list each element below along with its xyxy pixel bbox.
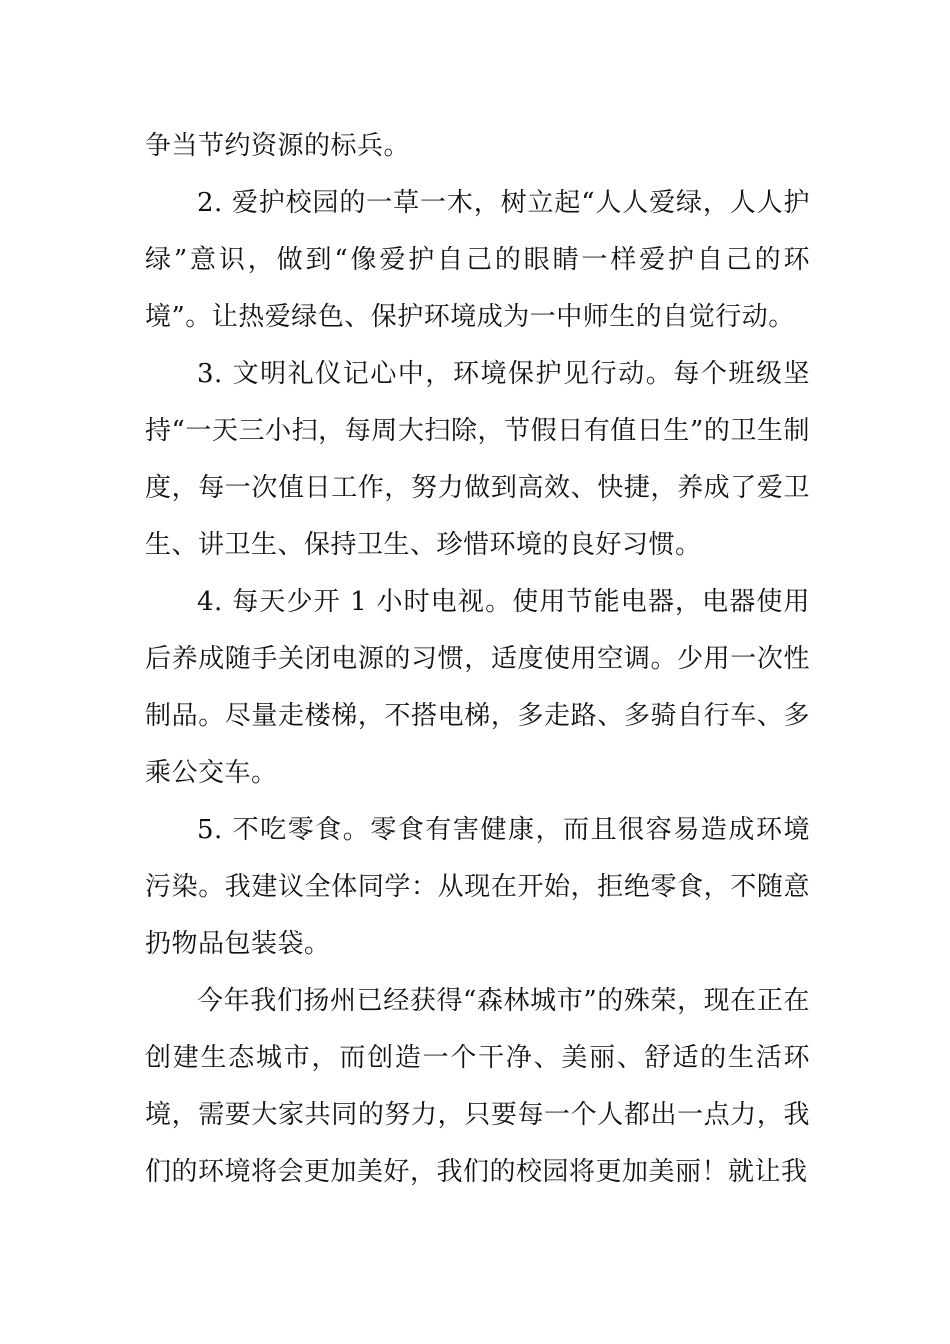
paragraph-item-4: 4. 每天少开 1 小时电视。使用节能电器，电器使用后养成随手关闭电源的习惯，适度使用空调。少用一次性制品。尽量走楼梯，不搭电梯，多走路、多骑自行车、多乘公交车。	[145, 587, 810, 788]
paragraph-item-2: 2. 爱护校园的一草一木，树立起“人人爱绿，人人护绿”意识，做到“像爱护自己的眼睛一样爱护自己的环境”。让热爱绿色、保护环境成为一中师生的自觉行动。	[145, 188, 810, 332]
paragraph-closing: 今年我们扬州已经获得“森林城市”的殊荣，现在正在创建生态城市，而创造一个干净、美丽、舒适的生活环境，需要大家共同的努力，只要每一个人都出一点力，我们的环境将会更加美好，我们的校园将更加美丽！就让我	[145, 986, 810, 1187]
document-body	[145, 118, 810, 1201]
paragraph-item-5: 5. 不吃零食。零食有害健康，而且很容易造成环境污染。我建议全体同学：从现在开始，拒绝零食，不随意扔物品包装袋。	[145, 815, 810, 959]
paragraph-item-3: 3. 文明礼仪记心中，环境保护见行动。每个班级坚持“一天三小扫，每周大扫除，节假日有值日生”的卫生制度，每一次值日工作，努力做到高效、快捷，养成了爱卫生、讲卫生、保持卫生、珍惜环境的良好习惯。	[145, 359, 810, 560]
paragraph-continuation: 争当节约资源的标兵。	[145, 131, 411, 161]
